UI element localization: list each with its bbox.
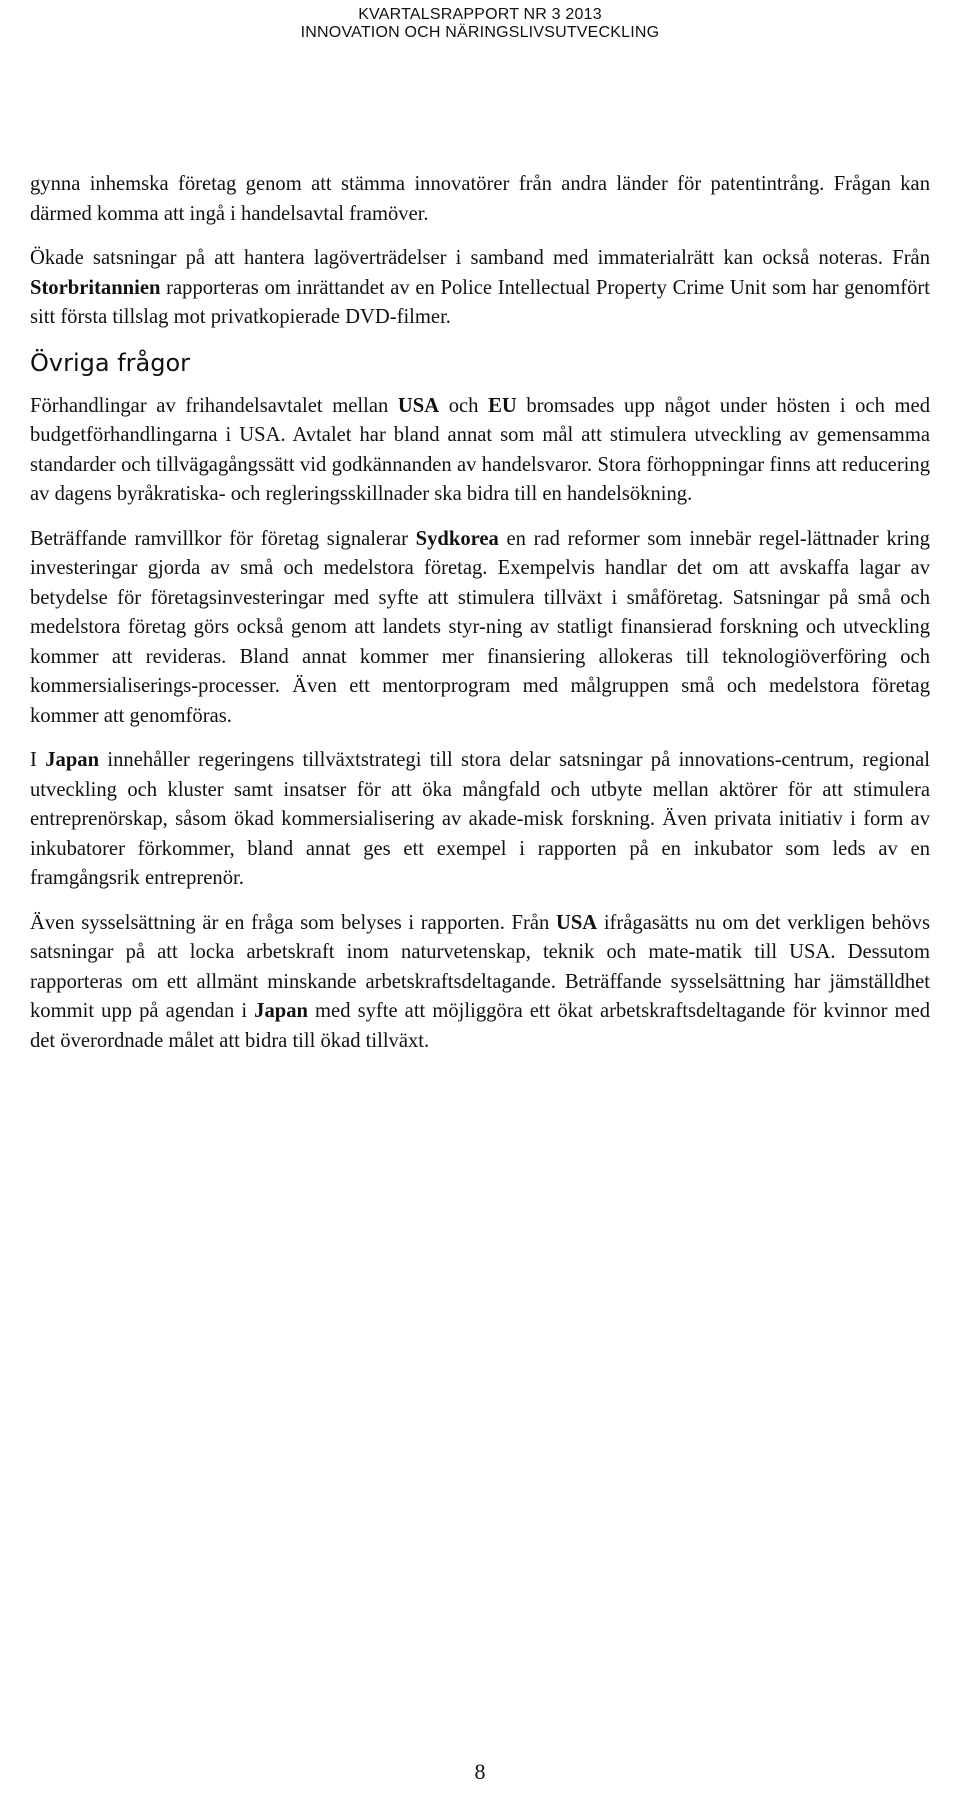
paragraph-2 (30, 244, 930, 333)
paragraph-5 (30, 746, 930, 894)
country-usa: USA (397, 394, 440, 417)
paragraph-6 (30, 909, 930, 1057)
page-number: 8 (474, 1759, 486, 1784)
country-sydkorea: Sydkorea (415, 527, 499, 550)
paragraph-3-text-a: Förhandlingar av frihandelsavtalet mellan (30, 394, 398, 417)
paragraph-6-text-a: Även sysselsättning är en fråga som belyses i rapporten. Från (30, 911, 556, 934)
country-japan-2: Japan (254, 1000, 308, 1022)
body-content (30, 170, 930, 1071)
country-storbritannien: Storbritannien (30, 276, 161, 299)
paragraph-3-text-e: bromsades upp något under hösten i och med budgetförhandlingarna i USA. Avtalet har bland annat som mål att stimulera utveckling av gemensamma standarder och tillvägagångssätt vid godkännanden av handelsvaror. Stora förhoppningar finns att reducering av dagens byråkratiska- och regleringsskillnader ska bidra till en handelsökning. (30, 394, 930, 505)
paragraph-4-text-a: Beträffande ramvillkor för företag signalerar (30, 527, 416, 550)
country-japan: Japan (45, 749, 100, 771)
paragraph-1-text: gynna inhemska företag genom att stämma innovatörer från andra länder för patentintrång. Frågan kan därmed komma att ingå i handelsavtal framöver. (30, 173, 930, 225)
paragraph-2-text-a: Ökade satsningar på att hantera lagöverträdelser i samband med immaterialrätt kan också noteras. Från (30, 247, 930, 269)
paragraph-3 (30, 392, 930, 510)
paragraph-4-text-c: en rad reformer som innebär regel-lättnader kring investeringar gjorda av små och medelstora företag. Exempelvis handlar det om att avskaffa lagar av betydelse för företagsinvesteringar med syfte att stimulera tillväxt i småföretag. Satsningar på små och medelstora företag görs också genom att landets styr-ning av statligt finansierad forskning och utveckling kommer att revideras. Bland annat kommer mer finansiering allokeras till teknologiöverföring och kommersialiserings-processer. Även ett mentorprogram med målgruppen små och medelstora företag kommer att genomföras. (30, 527, 930, 727)
paragraph-1 (30, 170, 930, 229)
section-heading: Övriga frågor (30, 348, 191, 377)
country-usa-2: USA (555, 911, 598, 934)
paragraph-6-text-c: ifrågasätts nu om det verkligen behövs satsningar på att locka arbetskraft inom naturvetenskap, teknik och mate-matik till USA. Dessutom rapporteras om ett allmänt minskande arbetskraftsdeltagande. Beträffande sysselsättning har jämställdhet kommit upp på agendan i (30, 911, 930, 1022)
paragraph-6-text-e: med syfte att möjliggöra ett ökat arbetskraftsdeltagande för kvinnor med det överordnade målet att bidra till ökad tillväxt. (30, 1000, 931, 1052)
page-header (0, 6, 960, 42)
region-eu: EU (488, 394, 517, 417)
paragraph-5-text-c: innehåller regeringens tillväxtstrategi till stora delar satsningar på innovations-centrum, regional utveckling och kluster samt insatser för att öka mångfald och utbyte mellan aktörer för att stimulera entreprenörskap, såsom ökad kommersialisering av akade-misk forskning. Även privata initiativ i form av inkubatorer förkommer, bland annat ges ett exempel i rapporten på en inkubator som leds av en framgångsrik entreprenör. (30, 749, 930, 889)
report-title: KVARTALSRAPPORT NR 3 2013 (358, 6, 602, 23)
paragraph-2-text-c: rapporteras om inrättandet av en Police Intellectual Property Crime Unit som har genomfört sitt första tillslag mot privatkopierade DVD-filmer. (30, 276, 930, 328)
paragraph-5-text-a: I (30, 749, 46, 771)
paragraph-3-text-c: och (439, 394, 489, 417)
paragraph-4 (30, 525, 930, 732)
report-subtitle: INNOVATION OCH NÄRINGSLIVSUTVECKLING (300, 24, 660, 41)
